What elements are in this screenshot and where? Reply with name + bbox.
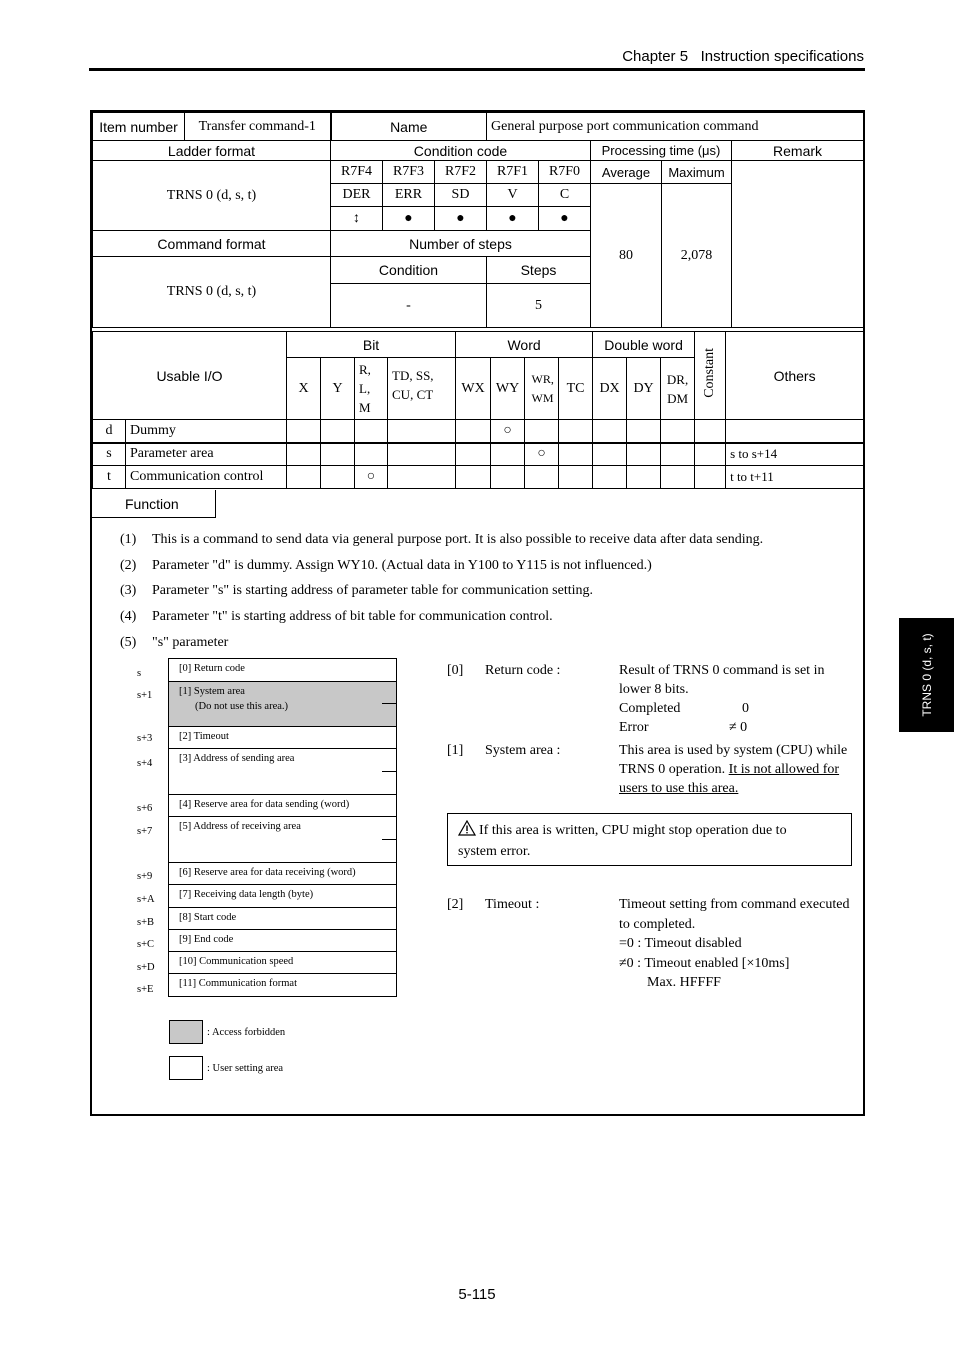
maximum-label: Maximum <box>662 161 732 184</box>
function-item-5: (5) "s" parameter <box>120 635 229 650</box>
remark-label: Remark <box>732 141 864 161</box>
spec-table <box>92 112 864 328</box>
desc-0-index: [0] <box>447 663 464 678</box>
s-label: s+C <box>137 939 155 950</box>
s-label: s+4 <box>137 758 153 769</box>
param-row: [9] End code <box>169 930 396 952</box>
chapter-title: Instruction specifications <box>700 48 864 65</box>
col-td-ss: TD, SS, CU, CT <box>388 358 456 420</box>
cc-name-v: V <box>487 184 539 207</box>
desc-2-index: [2] <box>447 897 464 912</box>
table-row <box>93 420 864 443</box>
row-symbol: s <box>93 443 126 466</box>
row-others: t to t+11 <box>726 466 864 489</box>
function-item-3: (3) Parameter "s" is starting address of parameter table for communication setting. <box>120 583 594 598</box>
cc-col-r7f1: R7F1 <box>487 161 539 184</box>
function-item-2: (2) Parameter "d" is dummy. Assign WY10. (Actual data in Y100 to Y115 is not influenced.) <box>120 558 652 573</box>
item-number-label: Item number <box>93 113 185 141</box>
warning-icon <box>458 820 476 842</box>
remark-cell <box>732 161 864 328</box>
col-wy: WY <box>491 358 525 420</box>
page-number: 5-115 <box>458 1286 496 1303</box>
cc-mark-c: ● <box>539 207 591 231</box>
legend-forbidden-label: : Access forbidden <box>207 1027 286 1038</box>
usable-io-label: Usable I/O <box>93 332 287 420</box>
others-label: Others <box>726 332 864 420</box>
number-of-steps-label: Number of steps <box>331 231 591 257</box>
param-row: [4] Reserve area for data sending (word) <box>169 795 396 817</box>
col-wx: WX <box>456 358 491 420</box>
cc-col-r7f2: R7F2 <box>435 161 487 184</box>
cc-mark-v: ● <box>487 207 539 231</box>
table-row <box>93 443 864 466</box>
cc-name-err: ERR <box>383 184 435 207</box>
desc-1-index: [1] <box>447 743 464 758</box>
row-others: s to s+14 <box>726 443 864 466</box>
s-label: s+1 <box>137 690 153 701</box>
row-symbol: d <box>93 420 126 443</box>
desc-0-name: Return code : <box>485 663 561 678</box>
param-row: [2] Timeout <box>169 727 396 749</box>
maximum-value: 2,078 <box>662 184 732 328</box>
average-label: Average <box>591 161 662 184</box>
s-label: s+D <box>137 962 155 973</box>
cc-mark-err: ● <box>383 207 435 231</box>
steps-value: 5 <box>487 284 591 328</box>
desc-1-name: System area : <box>485 743 561 758</box>
cc-mark-sd: ● <box>435 207 487 231</box>
name-value: General purpose port communication command <box>487 113 864 141</box>
usage-mark: ○ <box>525 443 559 466</box>
word-label: Word <box>456 332 593 358</box>
legend-forbidden-swatch <box>169 1020 203 1044</box>
function-item-4: (4) Parameter "t" is starting address of bit table for communication control. <box>120 609 553 624</box>
s-label: s+A <box>137 894 155 905</box>
s-label: s+3 <box>137 733 153 744</box>
col-dy: DY <box>627 358 661 420</box>
s-label: s+9 <box>137 871 153 882</box>
col-x: X <box>287 358 321 420</box>
s-label: s+7 <box>137 826 153 837</box>
cc-name-c: C <box>539 184 591 207</box>
usage-mark: ○ <box>491 420 525 443</box>
s-label: s+B <box>137 917 155 928</box>
page-header <box>622 48 864 65</box>
item-number-value: Transfer command-1 <box>185 113 331 141</box>
command-format-value: TRNS 0 (d, s, t) <box>93 257 331 328</box>
param-row: [7] Receiving data length (byte) <box>169 885 396 908</box>
param-row: [8] Start code <box>169 908 396 930</box>
s-label: s+E <box>137 984 154 995</box>
param-row: [0] Return code <box>169 659 396 682</box>
param-row-system-area: [1] System area (Do not use this area.) <box>169 682 396 727</box>
ladder-format-label: Ladder format <box>93 141 331 161</box>
row-others <box>726 420 864 443</box>
double-word-label: Double word <box>593 332 695 358</box>
cc-col-r7f4: R7F4 <box>331 161 383 184</box>
condition-value: - <box>331 284 487 328</box>
col-rlm: R, L, M <box>355 358 388 420</box>
s-label: s+6 <box>137 803 153 814</box>
legend-user-label: : User setting area <box>207 1063 284 1074</box>
function-label: Function <box>92 490 216 518</box>
usable-io-table <box>92 331 864 489</box>
col-tc: TC <box>559 358 593 420</box>
cc-col-r7f0: R7F0 <box>539 161 591 184</box>
constant-label: Constant <box>695 332 726 420</box>
name-label: Name <box>331 113 487 141</box>
bit-label: Bit <box>287 332 456 358</box>
row-symbol: t <box>93 466 126 489</box>
param-row: [5] Address of receiving area <box>169 817 396 863</box>
param-row: [3] Address of sending area <box>169 749 396 795</box>
param-row: [6] Reserve area for data receiving (word) <box>169 863 396 885</box>
col-wr-wm: WR, WM <box>525 358 559 420</box>
condition-label: Condition <box>331 257 487 284</box>
processing-time-label: Processing time (μs) <box>591 141 732 161</box>
col-dr-dm: DR, DM <box>661 358 695 420</box>
desc-2-text: Timeout setting from command executed to completed. =0 : Timeout disabled ≠0 : Timeout enabled [×10ms] Max. HFFFF <box>619 897 850 990</box>
side-index-tab: TRNS 0 (d, s, t) <box>899 618 954 732</box>
condition-code-label: Condition code <box>331 141 591 161</box>
table-row <box>93 466 864 489</box>
instruction-sheet <box>90 110 865 1116</box>
col-dx: DX <box>593 358 627 420</box>
cc-name-der: DER <box>331 184 383 207</box>
steps-label: Steps <box>487 257 591 284</box>
command-format-label: Command format <box>93 231 331 257</box>
s-label: s <box>137 668 142 679</box>
row-name: Parameter area <box>126 443 287 466</box>
param-row: [11] Communication format <box>179 978 298 989</box>
desc-2-name: Timeout : <box>485 897 540 912</box>
param-row: [10] Communication speed <box>169 952 396 974</box>
legend-user-swatch <box>169 1056 203 1080</box>
desc-0-text: Result of TRNS 0 command is set in lower 8 bits. Completed 0 Error ≠ 0 <box>619 663 825 735</box>
function-item-1: (1) This is a command to send data via general purpose port. It is also possible to receive data after data sending. <box>120 532 764 547</box>
header-rule <box>89 68 865 71</box>
ladder-format-value: TRNS 0 (d, s, t) <box>93 161 331 231</box>
warning-box: If this area is written, CPU might stop operation due to system error. <box>447 813 852 866</box>
average-value: 80 <box>591 184 662 328</box>
cc-col-r7f3: R7F3 <box>383 161 435 184</box>
cc-name-sd: SD <box>435 184 487 207</box>
desc-1-text: This area is used by system (CPU) while TRNS 0 operation. It is not allowed for users to use this area. <box>619 743 848 796</box>
row-name: Communication control <box>126 466 287 489</box>
usage-mark: ○ <box>355 466 388 489</box>
chapter-label: Chapter 5 <box>622 48 689 65</box>
col-y: Y <box>321 358 355 420</box>
s-parameter-table <box>168 658 397 997</box>
row-name: Dummy <box>126 420 287 443</box>
cc-mark-der: ↕ <box>331 207 383 231</box>
